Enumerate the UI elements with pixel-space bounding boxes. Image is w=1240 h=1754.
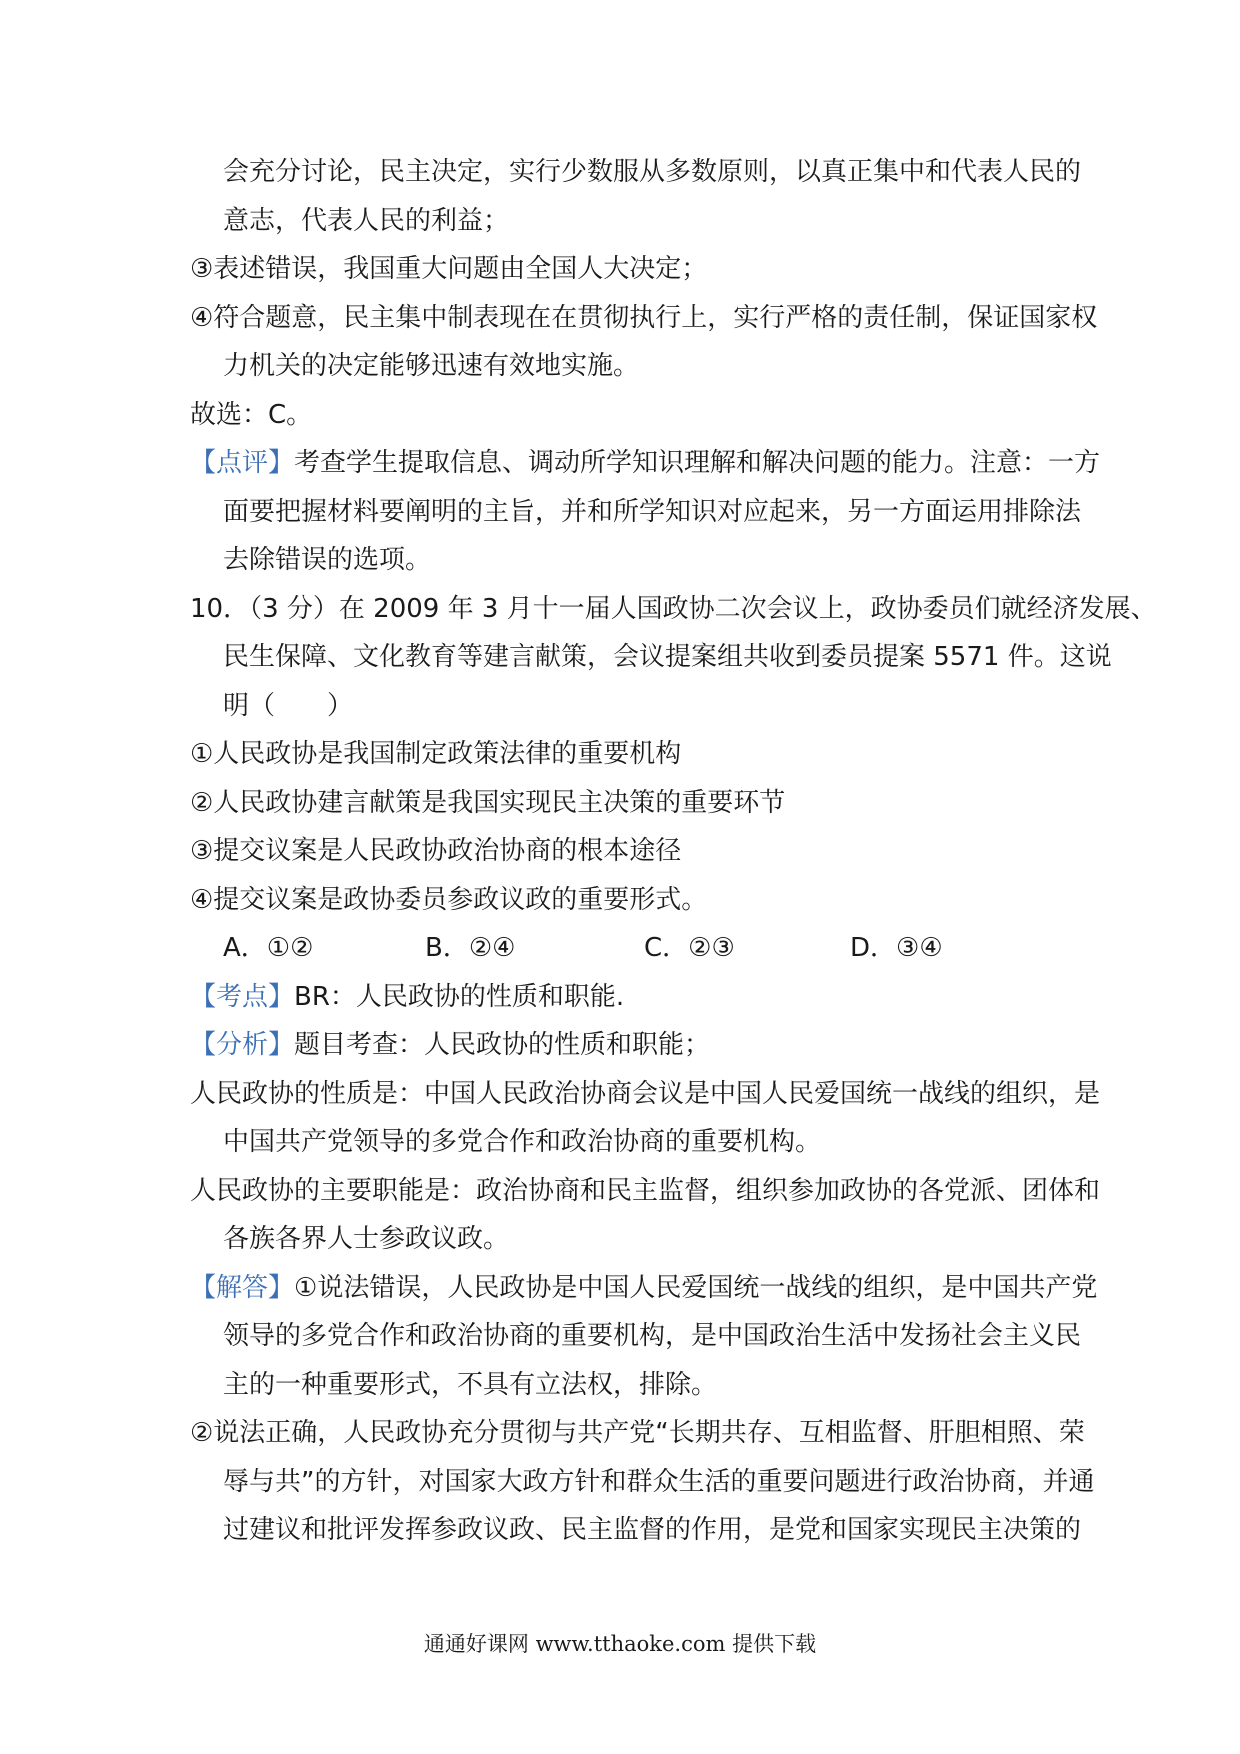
text-line: 面要把握材料要阐明的主旨，并和所学知识对应起来，另一方面运用排除法 — [223, 496, 1082, 527]
option-c: C．②③ — [644, 933, 735, 963]
text-line: 过建议和批评发挥参政议政、民主监督的作用，是党和国家实现民主决策的 — [223, 1515, 1082, 1545]
option-a: A．①② — [223, 933, 314, 963]
comment-text: 考查学生提取信息、调动所学知识理解和解决问题的能力。注意：一方 — [294, 448, 1101, 478]
text-line: 辱与共”的方针，对国家大政方针和群众生活的重要问题进行政治协商，并通 — [223, 1466, 1095, 1497]
text-line: 领导的多党合作和政治协商的重要机构，是中国政治生活中发扬社会主义民 — [223, 1321, 1082, 1351]
statement-2: ②人民政协建言献策是我国实现民主决策的重要环节 — [190, 787, 786, 818]
text-line: 去除错误的选项。 — [223, 545, 432, 575]
kaodian-tag: 【考点】 — [190, 981, 295, 1012]
document-body — [190, 148, 1157, 1555]
text-line: 会充分讨论，民主决定，实行少数服从多数原则，以真正集中和代表人民的 — [223, 157, 1082, 187]
question-10: 10．（3 分）在 2009 年 3 月十一届人国政协二次会议上，政协委员们就经济发展、 — [190, 593, 1157, 624]
kaodian-text: BR：人民政协的性质和职能. — [294, 981, 625, 1012]
fenxi-text: 题目考查：人民政协的性质和职能； — [294, 1030, 711, 1060]
text-line: 意志，代表人民的利益； — [223, 205, 510, 236]
text-line: 民生保障、文化教育等建言献策，会议提案组共收到委员提案 5571 件。这说 — [223, 642, 1112, 672]
comment-tag: 【点评】 — [190, 448, 295, 478]
kaodian-section — [190, 973, 1060, 1022]
option-b: B．②④ — [425, 933, 516, 963]
text-line: 明（ ） — [223, 690, 354, 721]
statement-2-analysis: ②说法正确，人民政协充分贯彻与共产党“长期共存、互相监督、肝胆相照、荣 — [190, 1418, 1085, 1448]
text-line: 中国共产党领导的多党合作和政治协商的重要机构。 — [223, 1127, 822, 1157]
text-line: 力机关的决定能够迅速有效地实施。 — [223, 351, 640, 381]
page-footer: 通通好课网 www.tthaoke.com 提供下载 — [423, 1632, 817, 1656]
jieda-tag: 【解答】 — [190, 1272, 295, 1303]
fenxi-tag: 【分析】 — [190, 1030, 295, 1060]
statement-4: ④提交议案是政协委员参政议政的重要形式。 — [190, 884, 708, 915]
option-d: D．③④ — [850, 933, 943, 963]
comment-section — [190, 439, 1101, 488]
text-line: 人民政协的主要职能是：政治协商和民主监督，组织参加政协的各党派、团体和 — [190, 1175, 1101, 1206]
text-line: 主的一种重要形式，不具有立法权，排除。 — [223, 1369, 718, 1400]
statement-3: ③提交议案是人民政协政治协商的根本途径 — [190, 836, 682, 866]
answer-options — [190, 924, 1060, 973]
jieda-text: ①说法错误，人民政协是中国人民爱国统一战线的组织，是中国共产党 — [294, 1272, 1098, 1303]
statement-1: ①人民政协是我国制定政策法律的重要机构 — [190, 739, 682, 769]
fenxi-section — [190, 1021, 1060, 1070]
answer-line: 故选：C。 — [190, 399, 313, 430]
statement-4-analysis: ④符合题意，民主集中制表现在在贯彻执行上，实行严格的责任制，保证国家权 — [190, 302, 1098, 333]
jieda-section — [190, 1264, 1098, 1313]
text-line: 人民政协的性质是：中国人民政治协商会议是中国人民爱国统一战线的组织，是 — [190, 1078, 1101, 1109]
statement-3-analysis: ③表述错误，我国重大问题由全国人大决定； — [190, 254, 708, 284]
text-line: 各族各界人士参政议政。 — [223, 1224, 510, 1254]
